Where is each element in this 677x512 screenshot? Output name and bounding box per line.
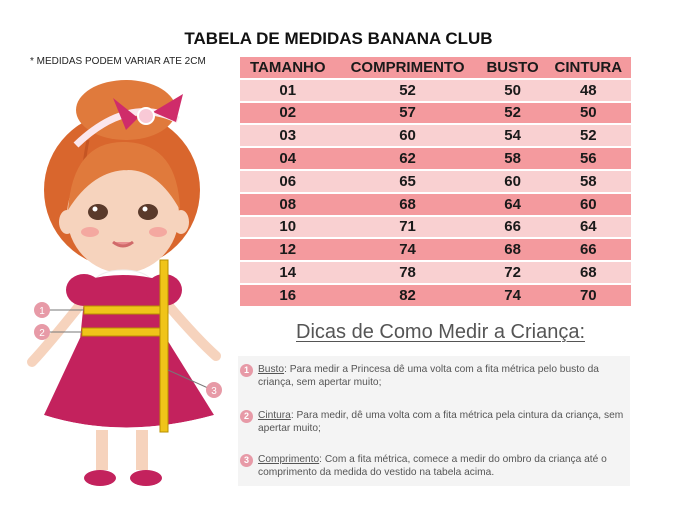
cell-bust: 64 (480, 194, 546, 215)
cell-size: 12 (240, 239, 336, 260)
header-length: COMPRIMENTO (336, 57, 480, 78)
cell-length: 57 (336, 103, 480, 124)
table-row (240, 239, 631, 260)
cell-waist: 68 (546, 262, 631, 283)
table-row (240, 80, 631, 101)
cell-length: 62 (336, 148, 480, 169)
tip-text-waist: : Para medir, dê uma volta com a fita métrica pela cintura da criança, sem apertar muito; (258, 410, 624, 434)
cell-bust: 54 (480, 125, 546, 146)
cell-waist: 70 (546, 285, 631, 306)
cell-length: 68 (336, 194, 480, 215)
table-row (240, 103, 631, 124)
cell-waist: 50 (546, 103, 631, 124)
cell-size: 14 (240, 262, 336, 283)
table-row (240, 125, 631, 146)
size-table (240, 55, 631, 308)
cell-bust: 60 (480, 171, 546, 192)
tip-term-bust: Busto (258, 364, 285, 375)
header-size: TAMANHO (240, 57, 336, 78)
tip-number-3-icon: 3 (240, 454, 253, 467)
cell-length: 74 (336, 239, 480, 260)
tip-length (240, 454, 628, 479)
cell-size: 01 (240, 80, 336, 101)
tip-bust (240, 364, 628, 389)
cell-size: 06 (240, 171, 336, 192)
tip-text-length: : Com a fita métrica, comece a medir do ombro da criança até o comprimento da medida do vestido na tabela acima. (258, 454, 607, 478)
size-variation-note: * MEDIDAS PODEM VARIAR ATE 2CM (30, 56, 206, 67)
tip-text-bust: : Para medir a Princesa dê uma volta com a fita métrica pelo busto da criança, sem apertar muito; (258, 364, 599, 388)
cell-bust: 50 (480, 80, 546, 101)
cell-size: 08 (240, 194, 336, 215)
cell-waist: 52 (546, 125, 631, 146)
marker-1: 1 (39, 306, 45, 317)
cell-length: 78 (336, 262, 480, 283)
table-row (240, 217, 631, 238)
tip-number-2-icon: 2 (240, 410, 253, 423)
header-waist: CINTURA (546, 57, 631, 78)
tip-term-length: Comprimento (258, 454, 320, 465)
tip-waist (240, 410, 628, 435)
tips-box (238, 356, 630, 486)
cell-waist: 66 (546, 239, 631, 260)
cell-size: 02 (240, 103, 336, 124)
cell-waist: 56 (546, 148, 631, 169)
cell-length: 60 (336, 125, 480, 146)
tip-term-waist: Cintura (258, 410, 291, 421)
cell-length: 82 (336, 285, 480, 306)
cell-bust: 74 (480, 285, 546, 306)
cell-bust: 72 (480, 262, 546, 283)
table-row (240, 171, 631, 192)
cell-size: 03 (240, 125, 336, 146)
cell-size: 10 (240, 217, 336, 238)
table-row (240, 148, 631, 169)
cell-length: 65 (336, 171, 480, 192)
cell-bust: 68 (480, 239, 546, 260)
cell-bust: 66 (480, 217, 546, 238)
cell-size: 16 (240, 285, 336, 306)
girl-measurement-illustration (18, 70, 240, 500)
marker-3: 3 (211, 386, 217, 397)
table-row (240, 194, 631, 215)
table-row (240, 262, 631, 283)
header-bust: BUSTO (480, 57, 546, 78)
cell-bust: 52 (480, 103, 546, 124)
cell-waist: 58 (546, 171, 631, 192)
page-title: TABELA DE MEDIDAS BANANA CLUB (184, 29, 493, 48)
tip-number-1-icon: 1 (240, 364, 253, 377)
table-row (240, 285, 631, 306)
tips-heading: Dicas de Como Medir a Criança: (296, 321, 585, 343)
marker-2: 2 (39, 328, 45, 339)
cell-size: 04 (240, 148, 336, 169)
cell-waist: 48 (546, 80, 631, 101)
cell-bust: 58 (480, 148, 546, 169)
cell-waist: 60 (546, 194, 631, 215)
cell-length: 71 (336, 217, 480, 238)
cell-waist: 64 (546, 217, 631, 238)
cell-length: 52 (336, 80, 480, 101)
size-table-header-row (240, 57, 631, 78)
